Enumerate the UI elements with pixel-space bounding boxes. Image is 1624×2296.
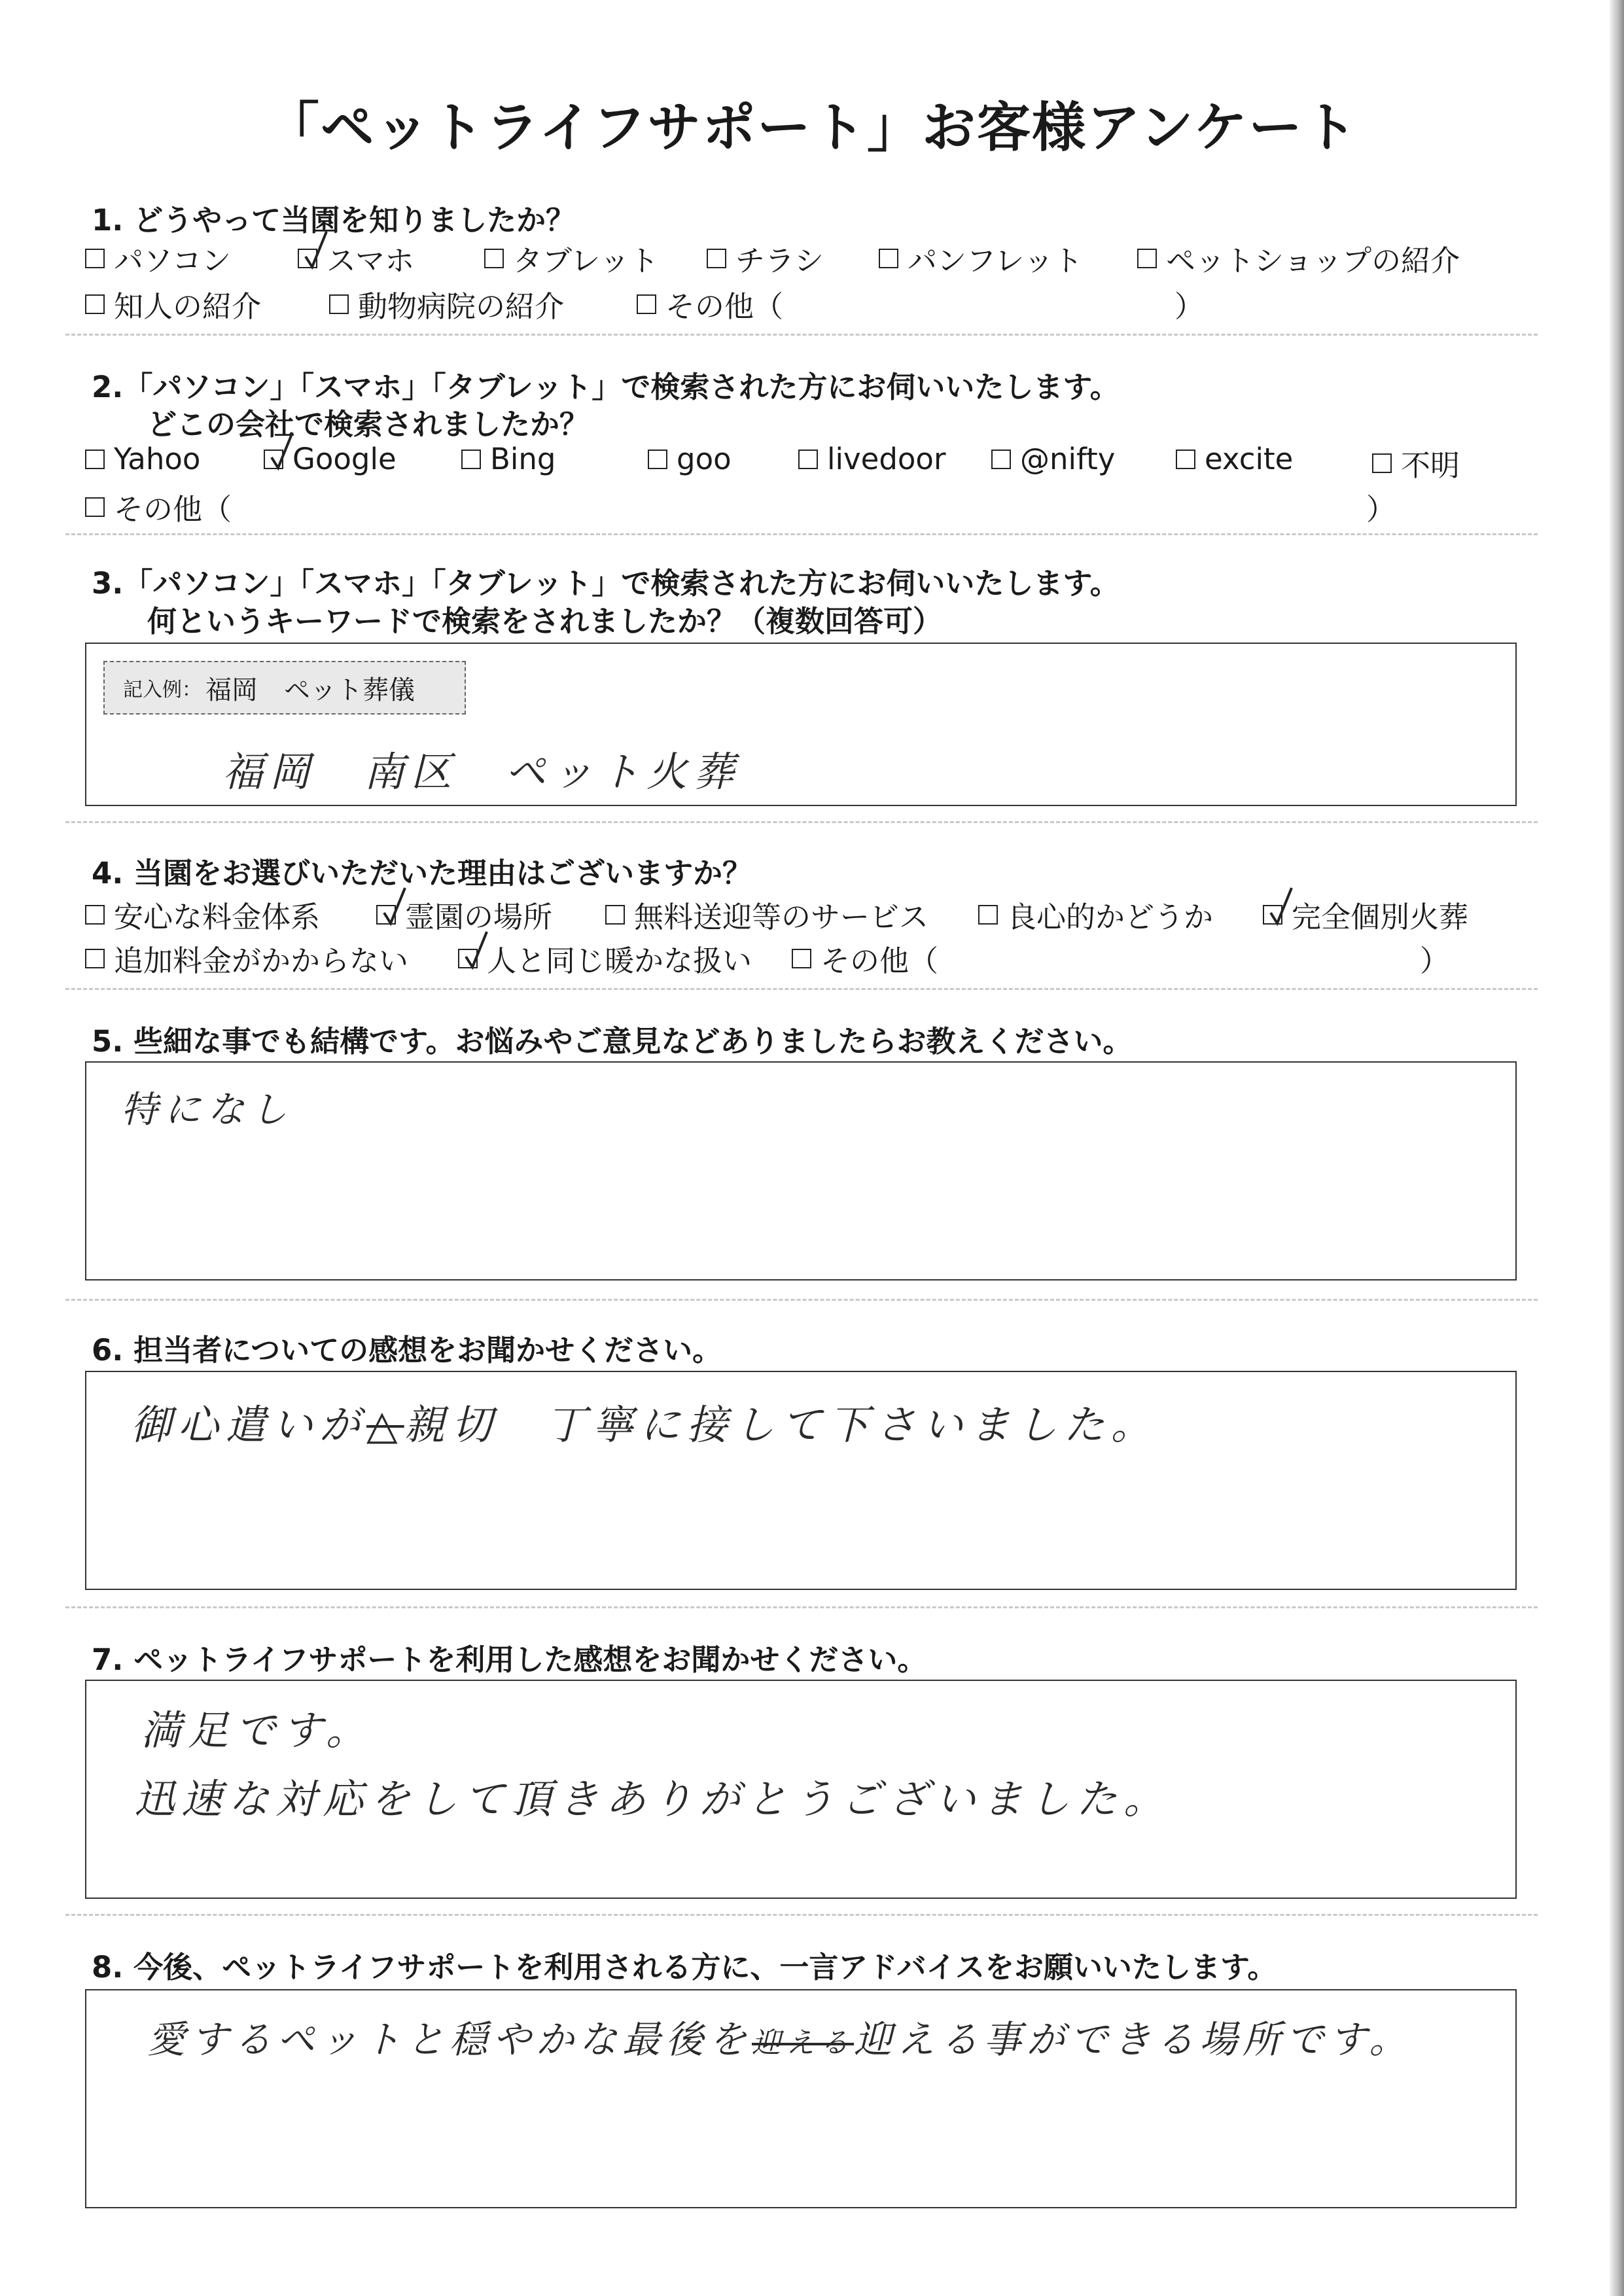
checkbox-checked[interactable]	[1263, 905, 1282, 925]
q7-handwritten-line1: 満足です。	[141, 1706, 374, 1754]
q4-title: 4. 当園をお選びいただいた理由はございますか？	[92, 856, 752, 891]
q4-option-pickup[interactable]: 無料送迎等のサービス	[605, 893, 928, 936]
q2-option-goo[interactable]: goo	[648, 442, 732, 476]
page-edge-shadow	[1610, 0, 1624, 2296]
q2-title-line1: 2.「パソコン」「スマホ」「タブレット」で検索された方にお伺いいたします。	[92, 370, 1120, 404]
q3-title-line1: 3.「パソコン」「スマホ」「タブレット」で検索された方にお伺いいたします。	[92, 566, 1120, 601]
q5-handwritten-answer: 特になし	[121, 1089, 294, 1131]
q3-example-box	[103, 661, 466, 715]
q3-title-line2: 何というキーワードで検索をされましたか？（複数回答可）	[147, 604, 943, 639]
q5-answer-box[interactable]	[85, 1061, 1517, 1280]
q2-option-unknown[interactable]: 不明	[1372, 442, 1460, 484]
q1-option-pc[interactable]: パソコン	[85, 237, 231, 279]
q4-option-pricing[interactable]: 安心な料金体系	[85, 893, 320, 936]
strikethrough-text: △	[366, 1401, 404, 1449]
q1-option-petshop[interactable]: ペットショップの紹介	[1137, 237, 1460, 279]
q8-title: 8. 今後、ペットライフサポートを利用される方に、一言アドバイスをお願いいたします。	[92, 1950, 1277, 1985]
q1-option-pamphlet[interactable]: パンフレット	[879, 237, 1083, 279]
check-mark-icon	[1268, 887, 1294, 926]
checkbox[interactable]	[85, 249, 105, 268]
q7-title: 7. ペットライフサポートを利用した感想をお聞かせください。	[92, 1642, 927, 1677]
checkbox[interactable]	[85, 294, 105, 314]
q1-option-friend[interactable]: 知人の紹介	[85, 283, 261, 325]
q4-option-location[interactable]: 霊園の場所	[376, 893, 552, 936]
q1-title: 1. どうやって当園を知りましたか？	[92, 203, 576, 238]
check-mark-icon	[463, 930, 489, 970]
q2-option-other[interactable]: その他（	[85, 486, 232, 528]
q6-handwritten-answer: 御心遣いが△親切 丁寧に接して下さいました。	[131, 1401, 1158, 1449]
checkbox[interactable]	[85, 497, 105, 517]
q4-option-conscientious[interactable]: 良心的かどうか	[978, 893, 1213, 936]
q4-option-no-extra-fee[interactable]: 追加料金がかからない	[85, 937, 408, 980]
example-text: 福岡 ペット葬儀	[205, 675, 415, 705]
q1-option-smartphone[interactable]: スマホ	[298, 237, 414, 279]
q6-title: 6. 担当者についての感想をお聞かせください。	[92, 1333, 722, 1368]
q2-option-nifty[interactable]: @nifty	[991, 442, 1115, 476]
survey-title: 「ペットライフサポート」お客様アンケート	[265, 97, 1359, 159]
checkbox[interactable]	[1137, 249, 1157, 268]
q1-option-tablet[interactable]: タブレット	[484, 237, 659, 279]
checkbox[interactable]	[85, 949, 105, 968]
q2-option-yahoo[interactable]: Yahoo	[85, 442, 200, 476]
separator	[65, 988, 1538, 990]
checkbox-checked[interactable]	[458, 949, 478, 968]
checkbox[interactable]	[792, 949, 811, 968]
checkbox-checked[interactable]	[376, 905, 396, 925]
separator	[65, 334, 1538, 336]
q2-option-google[interactable]: Google	[264, 442, 397, 476]
q2-option-livedoor[interactable]: livedoor	[798, 442, 945, 476]
checkbox[interactable]	[329, 294, 349, 314]
q5-title: 5. 些細な事でも結構です。お悩みやご意見などありましたらお教えください。	[92, 1024, 1133, 1059]
separator	[65, 1606, 1538, 1608]
checkbox[interactable]	[461, 450, 481, 469]
q2-option-bing[interactable]: Bing	[461, 442, 556, 476]
checkbox[interactable]	[1176, 450, 1195, 469]
checkbox-checked[interactable]	[264, 450, 283, 469]
checkbox[interactable]	[707, 249, 726, 268]
q2-title-line2: どこの会社で検索されましたか？	[147, 407, 590, 442]
checkbox[interactable]	[85, 905, 105, 925]
checkbox-checked[interactable]	[298, 249, 317, 268]
strikethrough-text: 迎える	[752, 2026, 855, 2060]
q4-close-paren: ）	[1420, 944, 1450, 978]
checkbox[interactable]	[484, 249, 504, 268]
separator	[65, 821, 1538, 823]
separator	[65, 1914, 1538, 1916]
checkbox[interactable]	[798, 450, 818, 469]
q4-option-individual-cremation[interactable]: 完全個別火葬	[1263, 893, 1468, 936]
checkbox[interactable]	[879, 249, 898, 268]
checkbox[interactable]	[85, 450, 105, 469]
q1-close-paren: ）	[1174, 289, 1205, 324]
q8-handwritten-answer: 愛するペットと穏やかな最後を迎える迎える事ができる場所です。	[147, 2017, 1413, 2062]
separator	[65, 533, 1538, 535]
checkbox[interactable]	[1372, 453, 1392, 473]
q3-handwritten-answer: 福岡 南区 ペット火葬	[222, 748, 741, 796]
checkbox[interactable]	[991, 450, 1011, 469]
checkbox[interactable]	[648, 450, 667, 469]
checkbox[interactable]	[978, 905, 998, 925]
example-label: 記入例：	[123, 679, 202, 701]
checkbox[interactable]	[605, 905, 625, 925]
q7-handwritten-line2: 迅速な対応をして頂きありがとうございました。	[134, 1775, 1171, 1823]
q1-option-flyer[interactable]: チラシ	[707, 237, 824, 279]
q2-close-paren: ）	[1366, 492, 1396, 527]
checkbox[interactable]	[637, 294, 656, 314]
check-mark-icon	[381, 887, 408, 926]
q4-option-other[interactable]: その他（	[792, 937, 938, 980]
separator	[65, 1299, 1538, 1301]
q4-option-warm-treatment[interactable]: 人と同じ暖かな扱い	[458, 937, 752, 980]
q1-option-vet[interactable]: 動物病院の紹介	[329, 283, 564, 325]
q2-option-excite[interactable]: excite	[1176, 442, 1293, 476]
q1-option-other[interactable]: その他（	[637, 283, 783, 325]
